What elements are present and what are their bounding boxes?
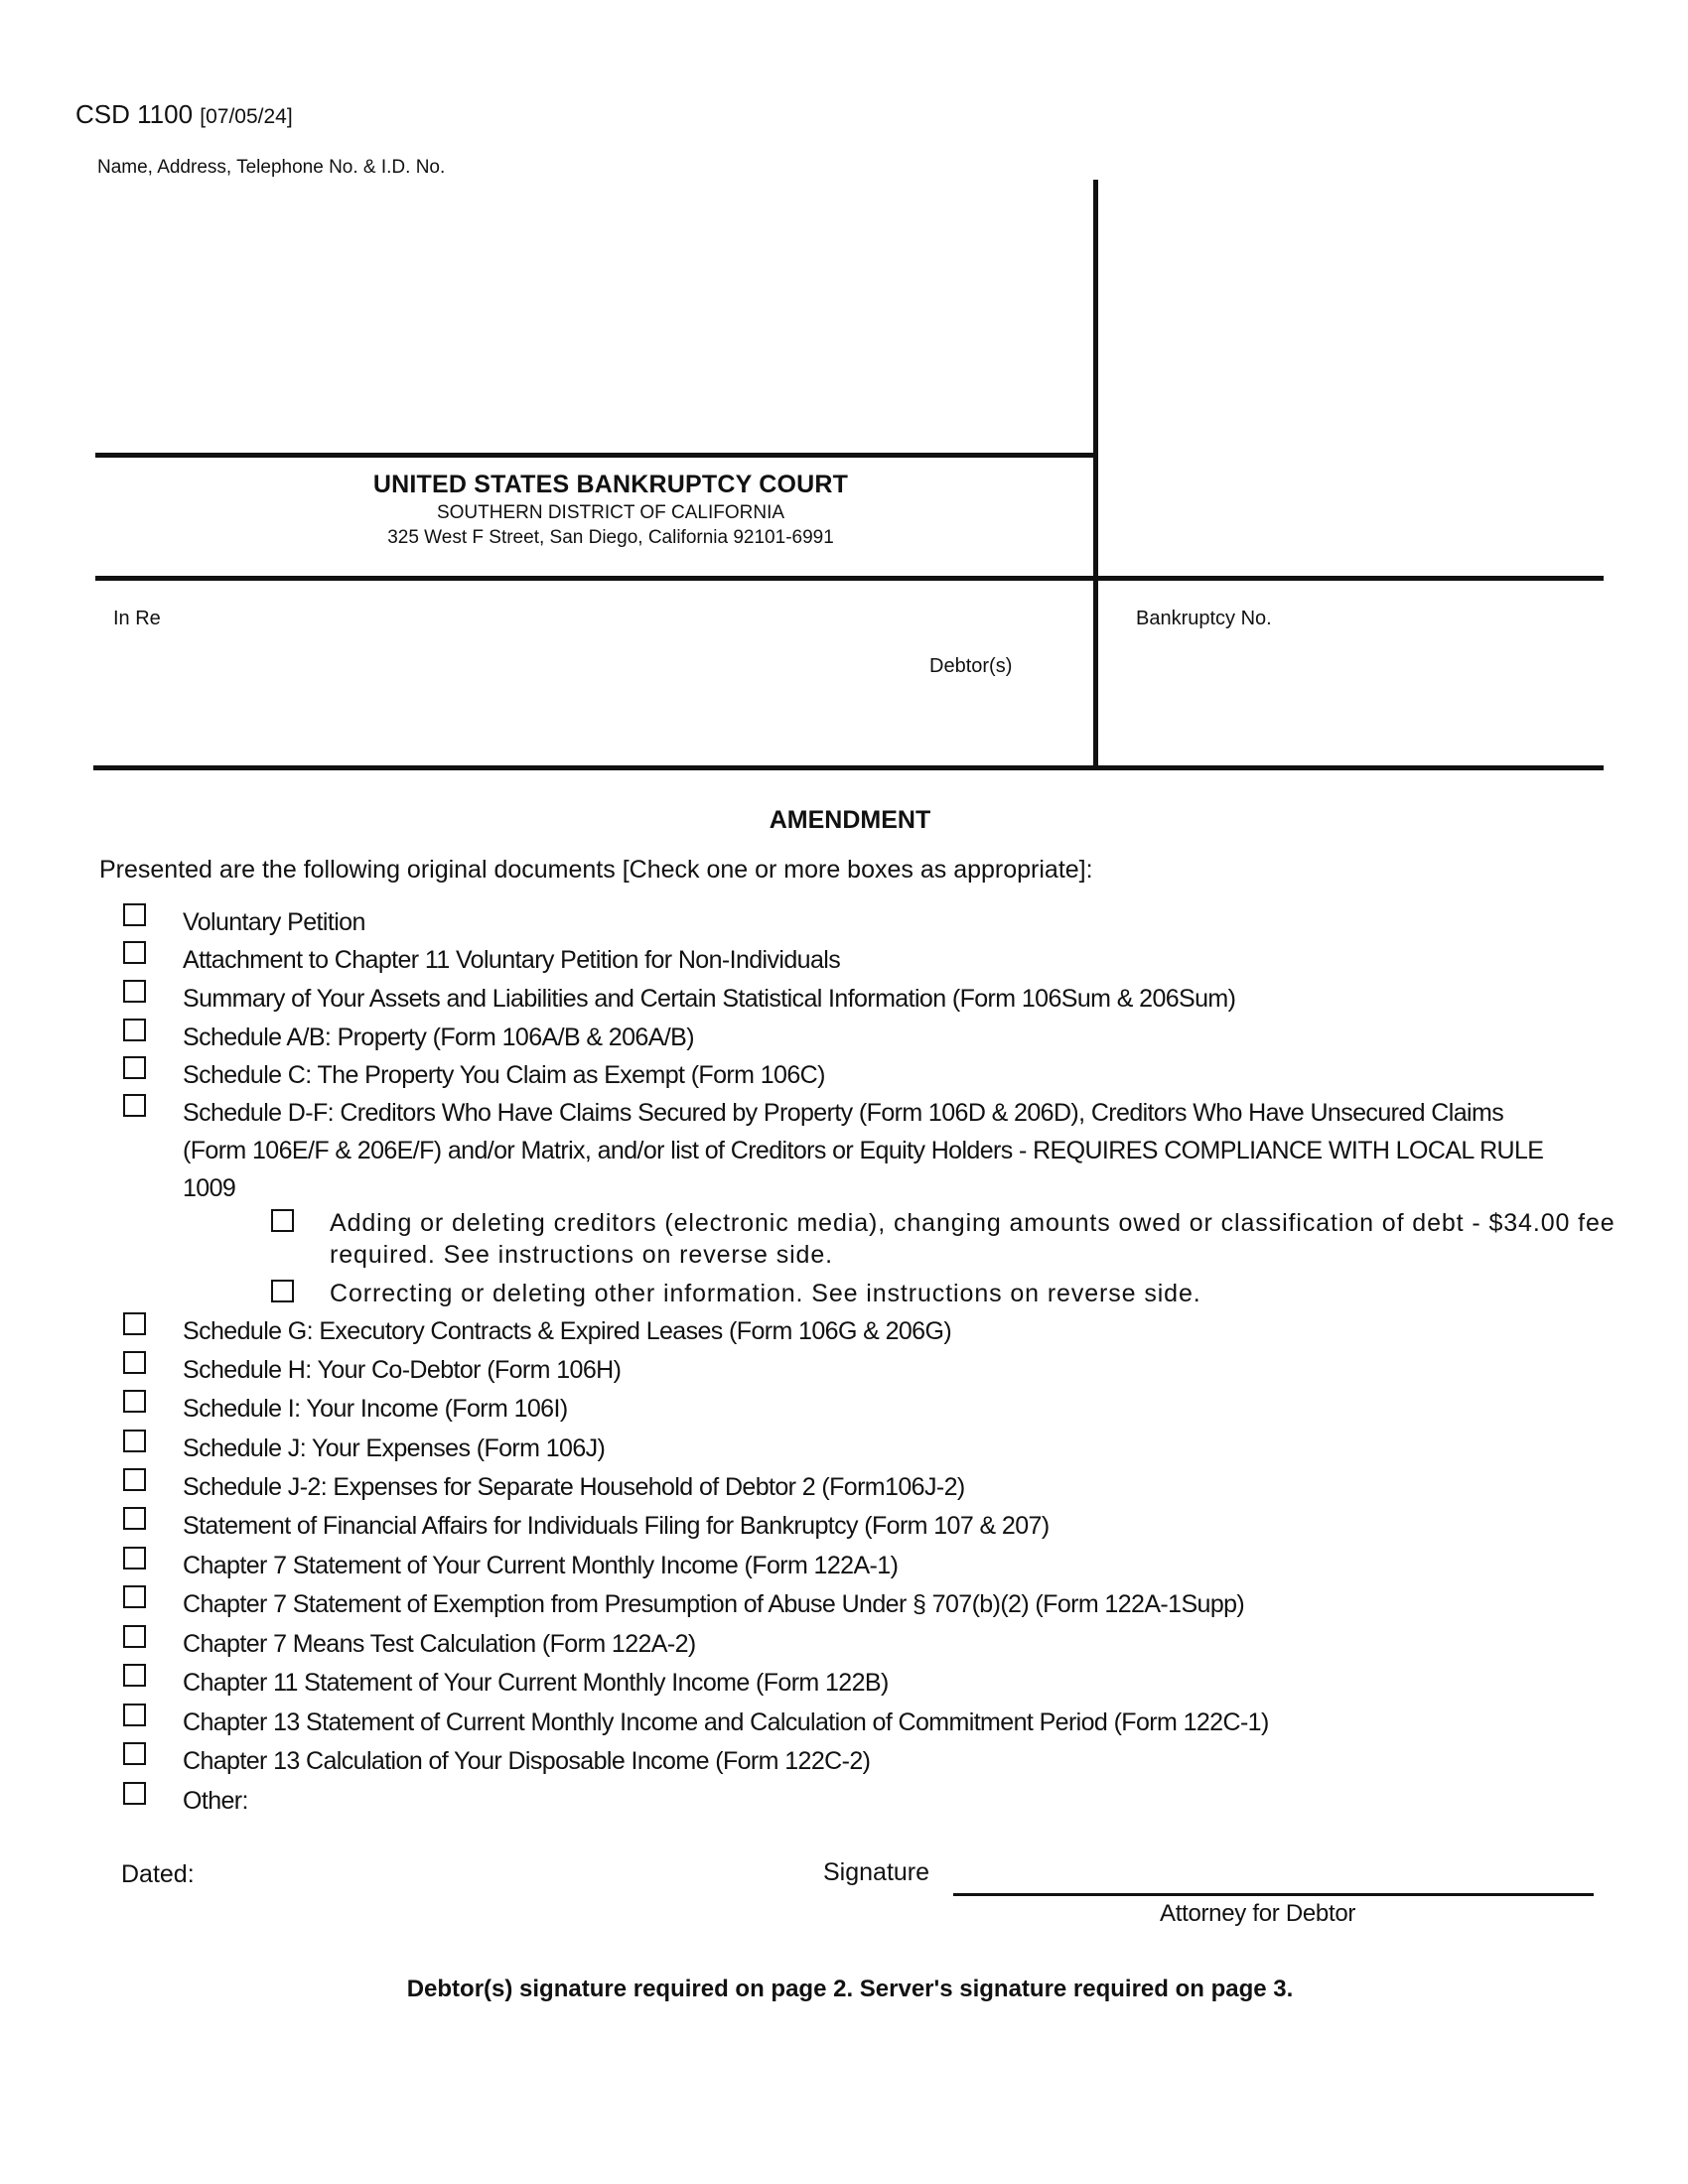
checkbox-schedule-j2[interactable]: [123, 1468, 146, 1491]
checkbox-ch7-exemption-presumption[interactable]: [123, 1585, 146, 1608]
amendment-title: AMENDMENT: [769, 806, 931, 834]
checkbox-other[interactable]: [123, 1782, 146, 1805]
checkbox-schedule-j[interactable]: [123, 1430, 146, 1452]
checkbox-ch7-means-test[interactable]: [123, 1625, 146, 1648]
sub-list-item: Adding or deleting creditors (electronic media), changing amounts owed or classification of debt - $34.00 fee required. See instructions on reverse side.: [330, 1209, 1616, 1269]
list-item: Voluntary Petition: [183, 908, 365, 936]
checkbox-schedule-i[interactable]: [123, 1390, 146, 1413]
checkbox-chapter11-attachment[interactable]: [123, 941, 146, 964]
list-item: Schedule J: Your Expenses (Form 106J): [183, 1434, 606, 1462]
list-item: Schedule J-2: Expenses for Separate Household of Debtor 2 (Form106J-2): [183, 1473, 965, 1501]
list-item: Chapter 7 Statement of Exemption from Presumption of Abuse Under § 707(b)(2) (Form 122A-1Supp): [183, 1590, 1245, 1618]
list-item: Other:: [183, 1787, 248, 1815]
checkbox-adding-deleting-creditors[interactable]: [271, 1209, 294, 1232]
signature-line[interactable]: [953, 1893, 1594, 1896]
list-item: Chapter 13 Calculation of Your Disposable Income (Form 122C-2): [183, 1747, 871, 1775]
debtor-label: Debtor(s): [929, 655, 1013, 677]
list-item: Chapter 7 Statement of Your Current Monthly Income (Form 122A-1): [183, 1552, 899, 1579]
attorney-for-debtor-label: Attorney for Debtor: [1160, 1900, 1356, 1927]
list-item: Schedule I: Your Income (Form 106I): [183, 1395, 568, 1423]
list-item: Schedule A/B: Property (Form 106A/B & 206A/B): [183, 1024, 694, 1051]
sub-list-item: Correcting or deleting other information. See instructions on reverse side.: [330, 1280, 1201, 1307]
amendment-intro: Presented are the following original documents [Check one or more boxes as appropriate]:: [99, 856, 1093, 884]
checkbox-schedule-ab[interactable]: [123, 1019, 146, 1041]
checkbox-schedule-df[interactable]: [123, 1094, 146, 1117]
footer-note: Debtor(s) signature required on page 2. Server's signature required on page 3.: [406, 1976, 1294, 2002]
dated-label: Dated:: [121, 1860, 195, 1888]
list-item: Schedule D-F: Creditors Who Have Claims Secured by Property (Form 106D & 206D), Creditors Who Have Unsecured Claims (Form 106E/F & 206E/F) and/or Matrix, and/or list of Creditors or Equity Holders - REQUIRES COMPLIANCE WITH LOCAL RULE 1009: [183, 1099, 1544, 1202]
checkbox-ch13-commitment-period[interactable]: [123, 1704, 146, 1726]
checkbox-ch13-disposable-income[interactable]: [123, 1742, 146, 1765]
checkbox-correcting-other-info[interactable]: [271, 1280, 294, 1302]
in-re-label: In Re: [113, 608, 161, 629]
checkbox-schedule-c[interactable]: [123, 1056, 146, 1079]
form-revision: [07/05/24]: [200, 105, 293, 128]
caption-divider-bottom: [93, 765, 1604, 770]
bankruptcy-no-label: Bankruptcy No.: [1136, 608, 1272, 629]
list-item: Statement of Financial Affairs for Individuals Filing for Bankruptcy (Form 107 & 207): [183, 1512, 1050, 1540]
list-item: Schedule C: The Property You Claim as Exempt (Form 106C): [183, 1061, 825, 1089]
checkbox-ch7-current-monthly-income[interactable]: [123, 1547, 146, 1570]
checkbox-schedule-h[interactable]: [123, 1351, 146, 1374]
caption-divider-middle: [95, 576, 1604, 581]
checkbox-statement-financial-affairs[interactable]: [123, 1507, 146, 1530]
checkbox-voluntary-petition[interactable]: [123, 903, 146, 926]
court-block: [97, 471, 1124, 549]
list-item: Schedule G: Executory Contracts & Expired Leases (Form 106G & 206G): [183, 1317, 952, 1345]
signature-label: Signature: [823, 1858, 930, 1886]
checkbox-summary-assets[interactable]: [123, 980, 146, 1003]
list-item: Chapter 13 Statement of Current Monthly Income and Calculation of Commitment Period (Form 122C-1): [183, 1708, 1269, 1736]
court-district: SOUTHERN DISTRICT OF CALIFORNIA: [436, 502, 785, 523]
list-item: Schedule H: Your Co-Debtor (Form 106H): [183, 1356, 622, 1384]
caption-divider-top: [95, 453, 1098, 458]
checkbox-schedule-g[interactable]: [123, 1312, 146, 1335]
list-item: Chapter 7 Means Test Calculation (Form 122A-2): [183, 1630, 696, 1658]
form-number-text: CSD 1100: [75, 99, 194, 129]
form-number: [75, 99, 293, 130]
checkbox-ch11-current-monthly-income[interactable]: [123, 1664, 146, 1687]
list-item: Summary of Your Assets and Liabilities and Certain Statistical Information (Form 106Sum & 206Sum): [183, 985, 1236, 1013]
court-name: UNITED STATES BANKRUPTCY COURT: [372, 471, 849, 498]
list-item: Chapter 11 Statement of Your Current Monthly Income (Form 122B): [183, 1669, 889, 1697]
name-address-label: Name, Address, Telephone No. & I.D. No.: [97, 157, 446, 178]
list-item: Attachment to Chapter 11 Voluntary Petition for Non-Individuals: [183, 946, 841, 974]
court-address: 325 West F Street, San Diego, California 92101-6991: [387, 527, 834, 548]
